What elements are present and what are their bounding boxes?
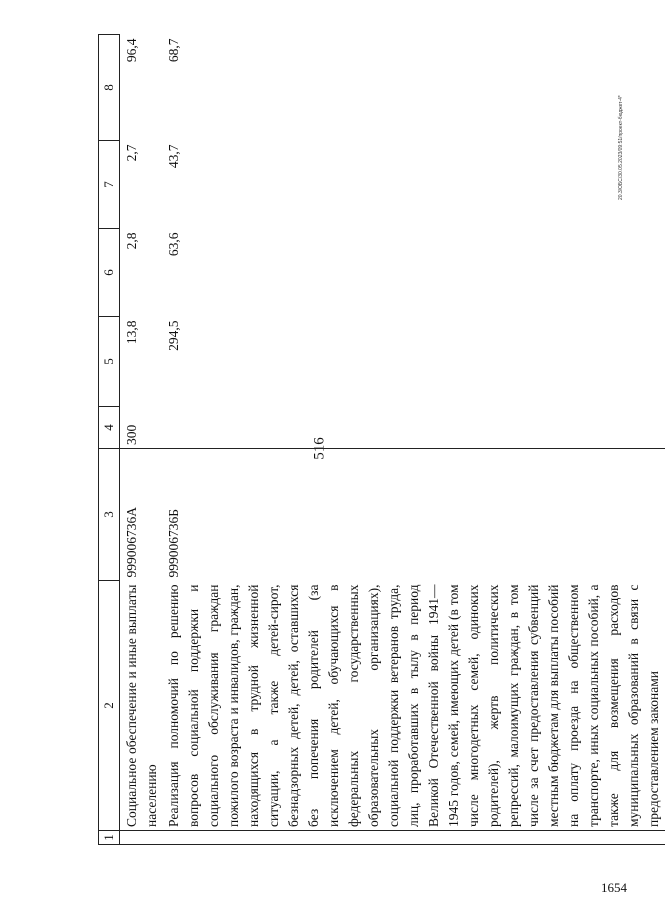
row-number-cell [120, 831, 164, 845]
row-name: Социальное обеспечение и иные выплаты населению [124, 584, 159, 827]
table-row [120, 35, 164, 845]
expense-type-code [163, 407, 665, 449]
target-code: 999006736Б [166, 508, 181, 578]
target-code: 999006736А [124, 507, 139, 578]
row-number-cell [163, 831, 665, 845]
value-col7: 2,7 [124, 144, 139, 162]
column-header: 3 [99, 449, 120, 581]
value-col8: 96,4 [124, 38, 139, 63]
value-col8: 68,7 [166, 38, 181, 63]
column-header: 6 [99, 229, 120, 317]
header-row [99, 35, 120, 845]
budget-table [98, 34, 665, 845]
sheet-number: 1654 [601, 880, 627, 895]
column-header: 1 [99, 831, 120, 845]
value-col5: 13,8 [124, 320, 139, 345]
value-col5: 294,5 [166, 320, 181, 351]
row-name: Реализация полномочий по решению вопросов социальной поддержки и социального обслуживания граждан пожилого возраста и инвалидов, граждан, находящихся в трудной жизненной ситуации, а также детей-сирот, безнадзорных детей, детей, оставшихся без попечения родителей (за исключением детей, обучающихся в федеральных государственных образовательных организациях), социальной поддержки ветеранов труда, лиц, проработавших в тылу в период Великой Отечественной войны 1941—1945 годов, семей, имеющих детей (в том числе многодетных семей, одиноких родителей), жертв политических репрессий, малоимущих граждан, в том числе за счет предоставления субвенций местным бюджетам для выплаты пособий на оплату проезда на общественном транспорте, иных социальных пособий, а также для возмещения расходов муниципальных образований в связи с предоставлением законами [166, 584, 661, 827]
value-col7: 43,7 [166, 144, 181, 169]
table-row [163, 35, 665, 845]
expense-type-code: 300 [120, 407, 164, 449]
value-col6: 2,8 [124, 232, 139, 250]
column-header: 5 [99, 317, 120, 407]
column-header: 2 [99, 581, 120, 831]
column-header: 8 [99, 35, 120, 141]
column-header: 7 [99, 141, 120, 229]
document-code: 20.3/ОБС/30.05.2023/09:51/проект-бюджет-4* [618, 95, 624, 200]
page-number: 516 [311, 437, 328, 460]
column-header: 4 [99, 407, 120, 449]
value-col6: 63,6 [166, 232, 181, 257]
